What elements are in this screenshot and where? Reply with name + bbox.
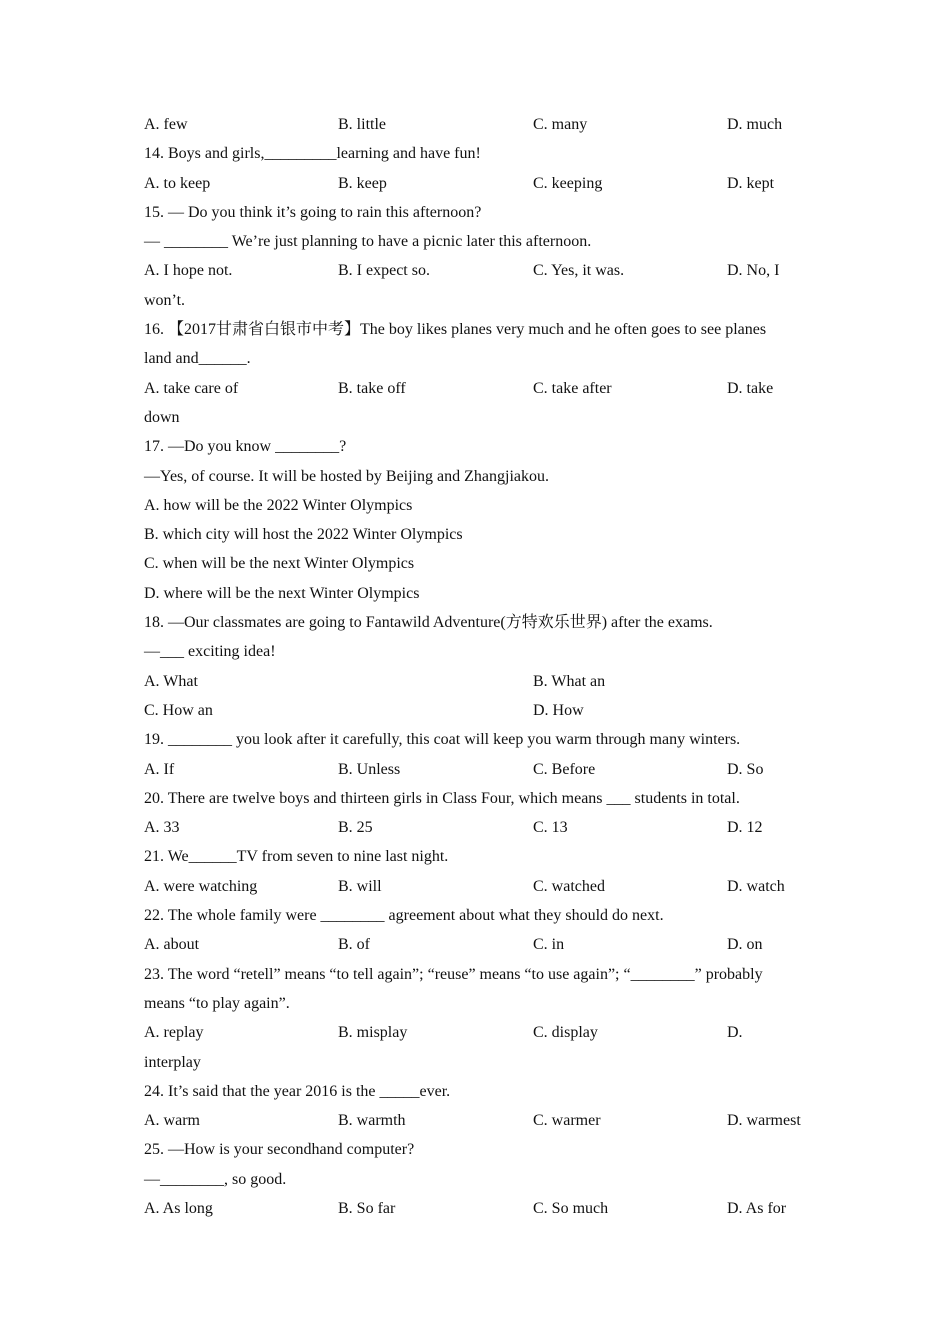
option-d: D. <box>727 1024 743 1042</box>
text-line: land and______. <box>144 350 251 368</box>
option-a: A. about <box>144 936 200 954</box>
option-a: A. 33 <box>144 819 180 837</box>
text-line: 21. We______TV from seven to nine last night. <box>144 848 449 866</box>
option-c: C. display <box>533 1024 598 1042</box>
text-line: means “to play again”. <box>144 994 290 1012</box>
option-a: A. were watching <box>144 877 258 895</box>
text-line: won’t. <box>144 291 186 309</box>
text-line: 24. It’s said that the year 2016 is the _____ever. <box>144 1082 451 1100</box>
option-d: D. 12 <box>727 819 763 837</box>
option-d: D. As for <box>727 1199 787 1217</box>
text-line: —___ exciting idea! <box>144 643 276 661</box>
option-b: B. So far <box>338 1199 396 1217</box>
text-line: A. how will be the 2022 Winter Olympics <box>144 496 413 514</box>
option-b: B. will <box>338 877 382 895</box>
text-line: 25. —How is your secondhand computer? <box>144 1141 415 1159</box>
options-row <box>144 667 814 696</box>
option-d: D. on <box>727 936 763 954</box>
text-line: —________, so good. <box>144 1170 287 1188</box>
exam-page <box>144 110 814 1223</box>
options-row <box>144 1106 814 1135</box>
options-row <box>144 696 814 725</box>
option-a: A. What <box>144 672 198 690</box>
option-b: B. 25 <box>338 819 373 837</box>
text-line: — ________ We’re just planning to have a picnic later this afternoon. <box>144 233 592 251</box>
option-d: D. take <box>727 379 774 397</box>
option-c: C. take after <box>533 379 612 397</box>
text-line: D. where will be the next Winter Olympics <box>144 584 420 602</box>
option-d: D. warmest <box>727 1112 801 1130</box>
text-line: 16. 【2017甘肃省白银市中考】The boy likes planes very much and he often goes to see planes <box>144 321 767 339</box>
option-d: D. much <box>727 116 783 133</box>
option-c: C. 13 <box>533 819 568 837</box>
text-line: 15. — Do you think it’s going to rain this afternoon? <box>144 203 482 221</box>
text-line: 18. —Our classmates are going to Fantawild Adventure(方特欢乐世界) after the exams. <box>144 614 713 632</box>
option-c: C. keeping <box>533 174 603 192</box>
option-c: C. many <box>533 116 588 133</box>
option-c: C. Yes, it was. <box>533 262 625 280</box>
option-b: B. of <box>338 936 370 954</box>
option-a: A. replay <box>144 1024 204 1042</box>
option-d: D. watch <box>727 877 785 895</box>
option-b: B. I expect so. <box>338 262 430 280</box>
text-line: B. which city will host the 2022 Winter Olympics <box>144 526 463 544</box>
text-line: 17. —Do you know ________? <box>144 438 347 456</box>
option-c: C. warmer <box>533 1112 601 1130</box>
options-row <box>144 1018 814 1047</box>
options-row <box>144 374 814 403</box>
option-b: B. keep <box>338 174 387 192</box>
option-a: A. few <box>144 116 188 133</box>
option-a: C. How an <box>144 701 213 719</box>
option-b: B. misplay <box>338 1024 408 1042</box>
option-b: B. take off <box>338 379 406 397</box>
options-row <box>144 930 814 959</box>
text-line: 14. Boys and girls,_________learning and have fun! <box>144 145 481 163</box>
option-b: B. warmth <box>338 1112 406 1130</box>
options-row <box>144 872 814 901</box>
option-d: D. kept <box>727 174 775 192</box>
text-line: 22. The whole family were ________ agreement about what they should do next. <box>144 907 664 925</box>
options-row <box>144 1194 814 1223</box>
text-line: C. when will be the next Winter Olympics <box>144 555 415 573</box>
option-b: B. Unless <box>338 760 401 778</box>
option-c: C. watched <box>533 877 605 895</box>
text-line: —Yes, of course. It will be hosted by Beijing and Zhangjiakou. <box>144 467 549 485</box>
text-line: 19. ________ you look after it carefully, this coat will keep you warm through many winters. <box>144 731 741 749</box>
text-line: down <box>144 408 180 426</box>
option-a: A. take care of <box>144 379 239 397</box>
option-b: D. How <box>533 701 584 719</box>
text-line: interplay <box>144 1053 201 1071</box>
option-b: B. little <box>338 116 386 133</box>
text-line: 20. There are twelve boys and thirteen girls in Class Four, which means ___ students in total. <box>144 789 740 807</box>
option-a: A. I hope not. <box>144 262 233 280</box>
option-a: A. As long <box>144 1199 213 1217</box>
option-c: C. So much <box>533 1199 609 1217</box>
option-a: A. to keep <box>144 174 211 192</box>
option-c: C. in <box>533 936 565 954</box>
options-row <box>144 813 814 842</box>
option-b: B. What an <box>533 672 606 690</box>
options-row <box>144 169 814 198</box>
option-a: A. warm <box>144 1112 200 1130</box>
options-row <box>144 110 814 139</box>
option-c: C. Before <box>533 760 596 778</box>
options-row <box>144 256 814 285</box>
options-row <box>144 755 814 784</box>
option-d: D. No, I <box>727 262 780 280</box>
option-a: A. If <box>144 760 175 778</box>
text-line: 23. The word “retell” means “to tell again”; “reuse” means “to use again”; “________” probably <box>144 965 763 983</box>
option-d: D. So <box>727 760 764 778</box>
